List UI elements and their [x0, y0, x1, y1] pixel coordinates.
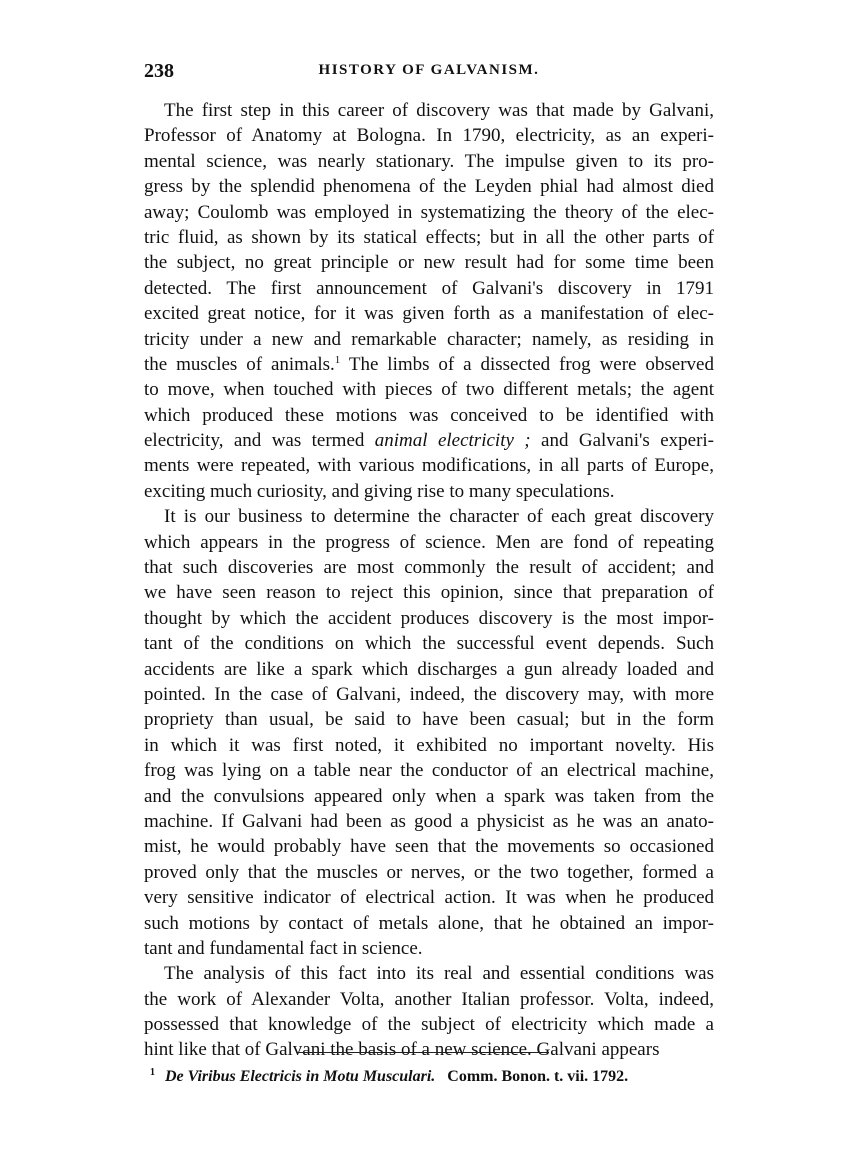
text-line: detected. The first announcement of Galvani's discovery in 1791 — [144, 277, 714, 299]
running-title: HISTORY OF GALVANISM. — [318, 62, 540, 78]
text-line: in which it was first noted, it exhibited no important novelty. His — [144, 734, 714, 756]
text-line: such motions by contact of metals alone, that he obtained an impor- — [144, 912, 714, 934]
text-line: propriety than usual, be said to have been casual; but in the form — [144, 709, 714, 731]
text-line: ments were repeated, with various modifications, in all parts of Europe, — [144, 455, 714, 477]
paragraph — [144, 504, 714, 961]
text-line: accidents are like a spark which discharges a gun already loaded and — [144, 658, 714, 680]
text-line: gress by the splendid phenomena of the Leyden phial had almost died — [144, 176, 714, 198]
text-line: thought by which the accident produces discovery is the most impor- — [144, 607, 714, 629]
text-line: and the convulsions appeared only when a spark was taken from the — [144, 785, 714, 807]
text-line: exciting much curiosity, and giving rise to many speculations. — [144, 480, 615, 502]
footnote-title: De Viribus Electricis in Motu Musculari. — [165, 1068, 436, 1085]
text-line: mist, he would probably have seen that the movements so occasioned — [144, 836, 714, 858]
text-line: which appears in the progress of science. Men are fond of repeating — [144, 531, 714, 553]
text-line: tant of the conditions on which the successful event depends. Such — [144, 633, 714, 655]
footnote — [150, 1066, 710, 1088]
text-line: The analysis of this fact into its real and essential conditions was — [164, 963, 714, 985]
text-line: the muscles of animals.$^1$ The limbs of a dissected frog were observed — [144, 353, 714, 375]
footnote-citation: Comm. Bonon. t. vii. 1792. — [447, 1068, 629, 1085]
text-line: Professor of Anatomy at Bologna. In 1790, electricity, as an experi- — [144, 125, 714, 147]
text-line: the subject, no great principle or new result had for some time been — [144, 252, 714, 274]
body-text — [144, 98, 714, 1063]
text-line: excited great notice, for it was given forth as a manifestation of elec- — [144, 303, 714, 325]
text-line: It is our business to determine the character of each great discovery — [164, 506, 714, 528]
text-line: The first step in this career of discovery was that made by Galvani, — [164, 100, 714, 121]
text-line: pointed. In the case of Galvani, indeed, the discovery may, with more — [144, 683, 714, 705]
paragraph — [144, 961, 714, 1063]
text-line: electricity, and was termed animal electricity ; and Galvani's experi- — [144, 430, 714, 452]
footnote-mark: 1 — [150, 1067, 155, 1078]
text-line: possessed that knowledge of the subject of electricity which made a — [144, 1014, 714, 1036]
text-line: we have seen reason to reject this opinion, since that preparation of — [144, 582, 714, 604]
text-line: which produced these motions was conceived to be identified with — [144, 404, 714, 426]
footnote-divider — [297, 1052, 549, 1053]
text-line: machine. If Galvani had been as good a physicist as he was an anato- — [144, 810, 714, 832]
text-line: very sensitive indicator of electrical action. It was when he produced — [144, 887, 714, 909]
running-head — [144, 60, 714, 86]
text-line: tric fluid, as shown by its statical effects; but in all the other parts of — [144, 226, 714, 248]
text-line: that such discoveries are most commonly the result of accident; and — [144, 557, 714, 579]
page-number: 238 — [144, 60, 174, 82]
text-line: hint like that of Galvani the basis of a new science. Galvani appears — [144, 1039, 660, 1061]
text-line: mental science, was nearly stationary. The impulse given to its pro- — [144, 150, 714, 172]
footnote-reference: 1 — [334, 353, 341, 366]
text-line: the work of Alexander Volta, another Italian professor. Volta, indeed, — [144, 988, 714, 1010]
text-line: tricity under a new and remarkable character; namely, as residing in — [144, 328, 714, 350]
paragraph — [144, 98, 714, 504]
text-line: to move, when touched with pieces of two different metals; the agent — [144, 379, 714, 401]
text-line: away; Coulomb was employed in systematizing the theory of the elec- — [144, 201, 714, 223]
text-line: proved only that the muscles or nerves, or the two together, formed a — [144, 861, 714, 883]
text-line: frog was lying on a table near the conductor of an electrical machine, — [144, 760, 714, 782]
text-line: tant and fundamental fact in science. — [144, 937, 423, 959]
